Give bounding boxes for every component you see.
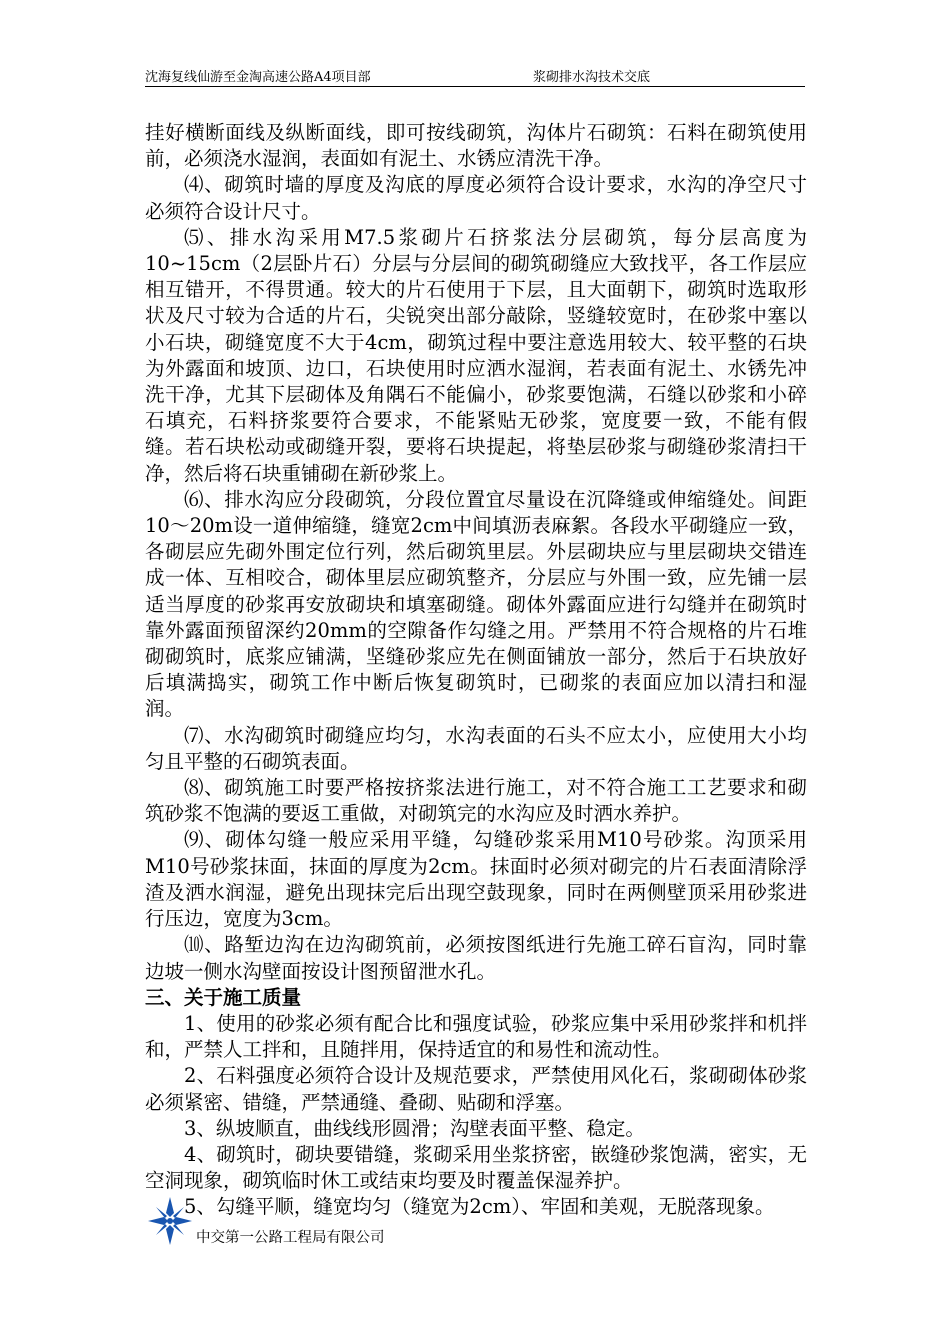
paragraph-item-10: ⑽、路堑边沟在边沟砌筑前，必须按图纸进行先施工碎石盲沟，同时靠边坡一侧水沟壁面按设计图预留泄水孔。 [145,933,807,983]
paragraph-item-4: ⑷、砌筑时墙的厚度及沟底的厚度必须符合设计要求，水沟的净空尺寸必须符合设计尺寸。 [145,173,807,223]
header-project-name: 沈海复线仙游至金淘高速公路A4项目部 [145,70,371,85]
header-document-title: 浆砌排水沟技术交底 [533,70,651,85]
quality-item-3: 3、纵坡顺直，曲线线形圆滑；沟壁表面平整、稳定。 [184,1116,645,1140]
quality-item-5: 5、勾缝平顺，缝宽均匀（缝宽为2cm）、牢固和美观，无脱落现象。 [184,1195,775,1219]
paragraph-item-5: ⑸、排水沟采用M7.5浆砌片石挤浆法分层砌筑，每分层高度为10~15cm（2层卧片石）分层与分层间的砌筑砌缝应大致找平，各工作层应相互错开，不得贯通。较大的片石使用于下层，且大面朝下，砌筑时选取形状及尺寸较为合适的片石，尖锐突出部分敲除，竖缝较宽时，在砂浆中塞以小石块，砌缝宽度不大于4cm，砌筑过程中要注意选用较大、较平整的石块为外露面和坡顶、边口，石块使用时应洒水湿润，若表面有泥土、水锈先冲洗干净，尤其下层砌体及角隅石不能偏小，砂浆要饱满，石缝以砂浆和小碎石填充，石料挤浆要符合要求，不能紧贴无砂浆，宽度要一致，不能有假缝。若石块松动或砌缝开裂，要将石块提起，将垫层砂浆与砌缝砂浆清扫干净，然后将石块重铺砌在新砂浆上。 [145,225,807,485]
page-footer [146,1195,546,1255]
quality-item-4: 4、砌筑时，砌块要错缝，浆砌采用坐浆挤密，嵌缝砂浆饱满，密实，无空洞现象，砌筑临时休工或结束均要及时覆盖保湿养护。 [145,1142,807,1193]
company-name: 中交第一公路工程局有限公司 [196,1230,385,1246]
paragraph-item-9: ⑼、砌体勾缝一般应采用平缝，勾缝砂浆采用M10号砂浆。沟顶采用M10号砂浆抹面，抹面的厚度为2cm。抹面时必须对砌完的片石表面清除浮渣及洒水润湿，避免出现抹完后出现空鼓现象，同时在两侧壁顶采用砂浆进行压边，宽度为3cm。 [145,828,807,931]
document-body [145,120,807,1221]
section-heading: 三、关于施工质量 [145,985,302,1009]
paragraph-item-8: ⑻、砌筑施工时要严格按挤浆法进行施工，对不符合施工工艺要求和砌筑砂浆不饱满的要返工重做，对砌筑完的水沟应及时洒水养护。 [145,776,807,826]
paragraph-item-6: ⑹、排水沟应分段砌筑，分段位置宜尽量设在沉降缝或伸缩缝处。间距10～20m设一道伸缩缝，缝宽2cm中间填沥表麻絮。各段水平砌缝应一致，各砌层应先砌外围定位行列，然后砌筑里层。外层砌块应与里层砌块交错连成一体、互相咬合，砌体里层应砌筑整齐，分层应与外围一致，应先铺一层适当厚度的砂浆再安放砌块和填塞砌缝。砌体外露面应进行勾缝并在砌筑时靠外露面预留深约20mm的空隙备作勾缝之用。严禁用不符合规格的片石堆砌砌筑时，底浆应铺满，坚缝砂浆应先在侧面铺放一部分，然后于石块放好后填满捣实，砌筑工作中断后恢复砌筑时，已砌浆的表面应加以清扫和湿润。 [145,487,807,721]
paragraph-continuation: 挂好横断面线及纵断面线，即可按线砌筑，沟体片石砌筑：石料在砌筑使用前，必须浇水湿润，表面如有泥土、水锈应清洗干净。 [145,121,807,171]
quality-item-1: 1、使用的砂浆必须有配合比和强度试验，砂浆应集中采用砂浆拌和机拌和，严禁人工拌和，且随拌用，保持适宜的和易性和流动性。 [145,1011,807,1062]
quality-item-2: 2、石料强度必须符合设计及规范要求，严禁使用风化石，浆砌砌体砂浆必须紧密、错缝，严禁通缝、叠砌、贴砌和浮塞。 [145,1064,807,1114]
paragraph-item-7: ⑺、水沟砌筑时砌缝应均匀，水沟表面的石头不应太小，应使用大小均匀且平整的石砌筑表面。 [145,723,807,773]
company-logo-icon [146,1195,194,1247]
page-header [145,64,805,87]
